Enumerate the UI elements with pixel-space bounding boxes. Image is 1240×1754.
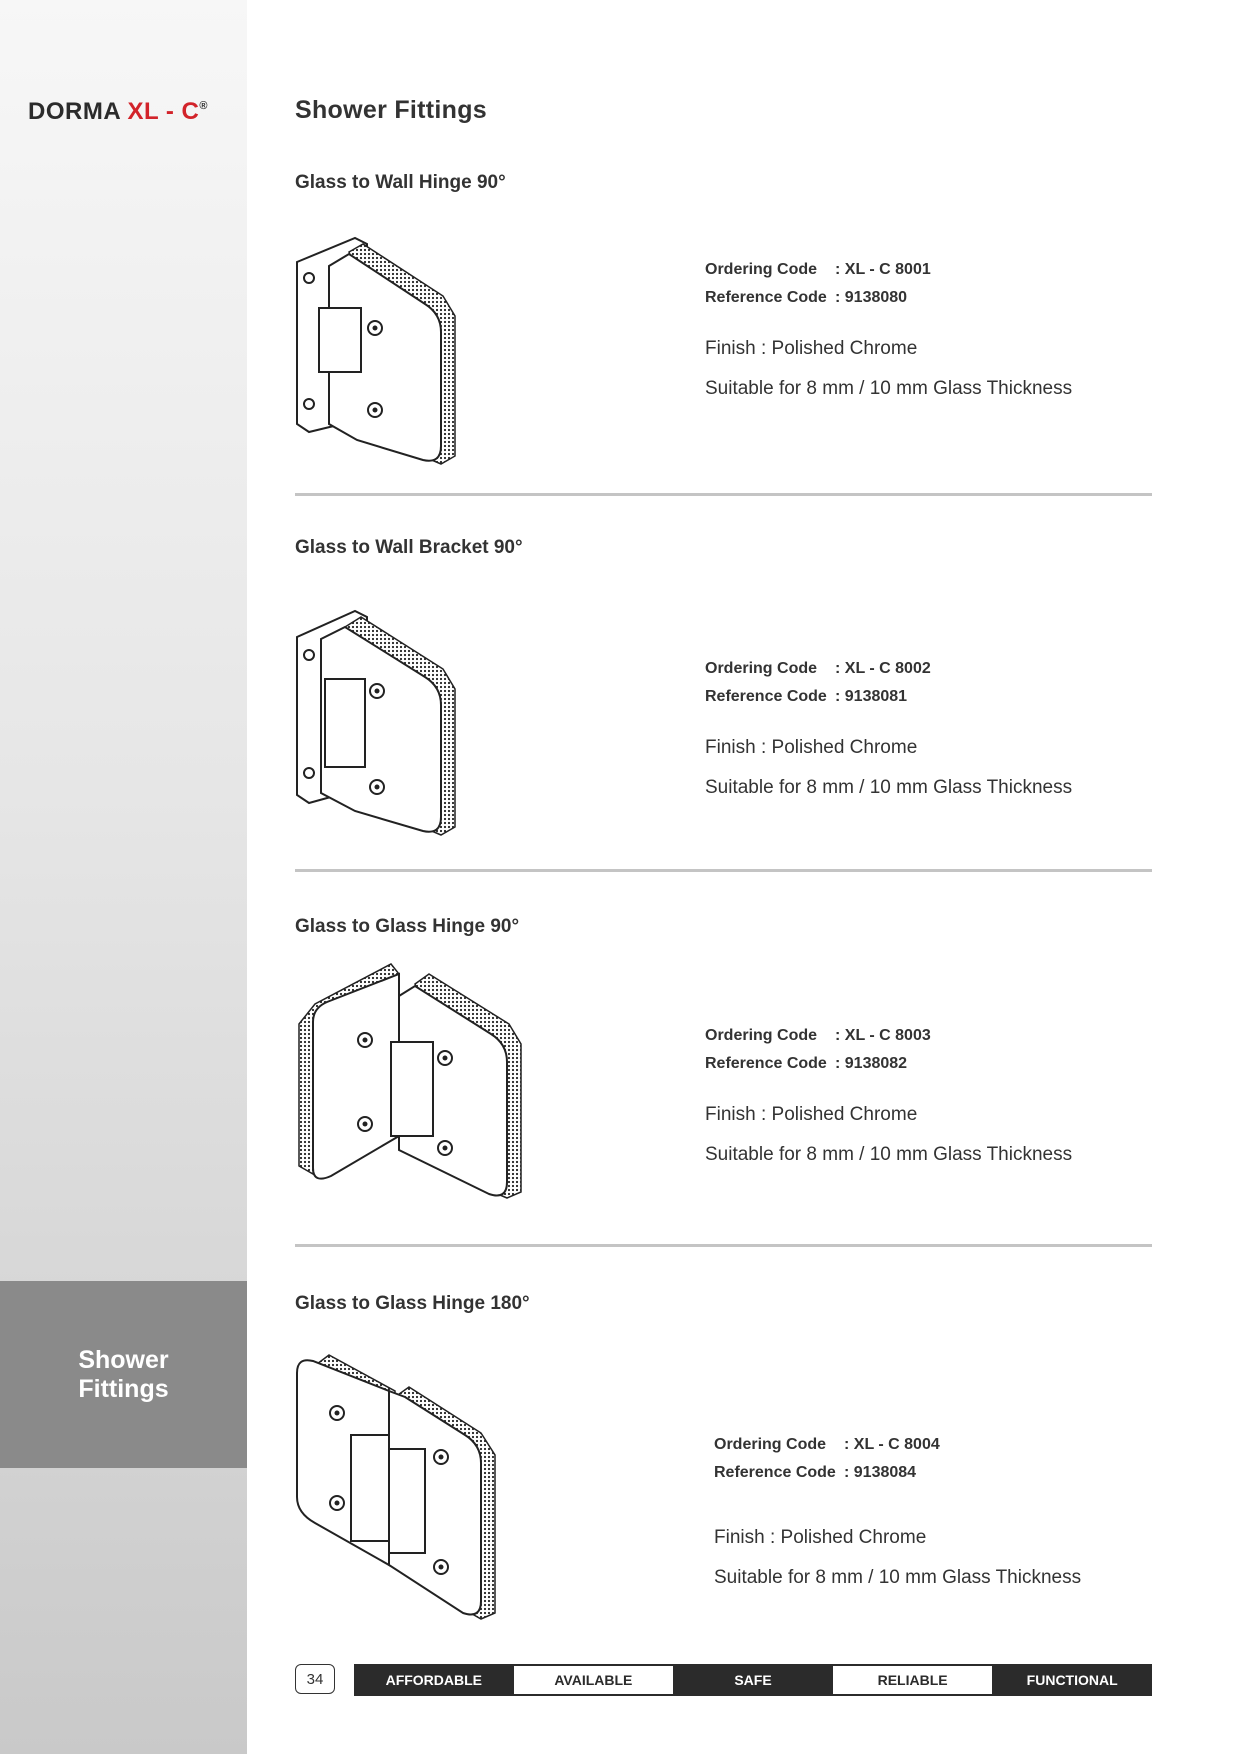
- tag-available: AVAILABLE: [514, 1664, 674, 1696]
- product-specs: [714, 1431, 1081, 1589]
- ordering-code-row: [714, 1431, 1081, 1459]
- reference-code-value: : 9138080: [835, 289, 908, 306]
- brand-dorma: DORMA: [28, 98, 121, 125]
- ordering-code-value: : XL - C 8001: [835, 261, 931, 278]
- section-divider: [295, 493, 1152, 496]
- suitable-text: Suitable for 8 mm / 10 mm Glass Thickness: [714, 1567, 1082, 1588]
- reference-code-label: Reference Code: [705, 1055, 827, 1072]
- tag-bar: [354, 1664, 1152, 1696]
- ordering-code-row: [705, 256, 1072, 284]
- ordering-code-value: : XL - C 8003: [835, 1027, 931, 1044]
- page-title: Shower Fittings: [295, 96, 487, 124]
- product-specs: [705, 256, 1072, 400]
- ordering-code-label: Ordering Code: [705, 1027, 818, 1044]
- suitable-text: Suitable for 8 mm / 10 mm Glass Thickness: [705, 777, 1073, 798]
- reference-code-row: [714, 1459, 1081, 1487]
- brand-logo: [28, 98, 208, 126]
- brand-registered: ®: [199, 100, 208, 112]
- product-specs: [705, 655, 1072, 799]
- ordering-code-value: : XL - C 8004: [844, 1436, 940, 1453]
- tag-safe: SAFE: [673, 1664, 833, 1696]
- suitable-text: Suitable for 8 mm / 10 mm Glass Thickness: [705, 378, 1073, 399]
- section-divider: [295, 869, 1152, 872]
- reference-code-label: Reference Code: [705, 289, 827, 306]
- finish-text: Finish : Polished Chrome: [705, 1104, 918, 1125]
- tag-reliable: RELIABLE: [833, 1664, 993, 1696]
- ordering-code-label: Ordering Code: [714, 1436, 827, 1453]
- finish-text: Finish : Polished Chrome: [714, 1527, 927, 1548]
- reference-code-value: : 9138081: [835, 688, 908, 705]
- ordering-code-value: : XL - C 8002: [835, 660, 931, 677]
- sidebar-tab-line1: Shower: [78, 1345, 169, 1374]
- sidebar-tab-line2: Fittings: [78, 1374, 169, 1403]
- finish-text: Finish : Polished Chrome: [705, 338, 918, 359]
- reference-code-row: [705, 1050, 1072, 1078]
- sidebar-section-tab[interactable]: [0, 1281, 247, 1468]
- brand-xlc: XL - C: [127, 98, 200, 125]
- sidebar: [0, 0, 247, 1754]
- product-title: Glass to Glass Hinge 180°: [295, 1293, 530, 1314]
- product-title: Glass to Wall Hinge 90°: [295, 172, 506, 193]
- reference-code-label: Reference Code: [705, 688, 827, 705]
- tag-functional: FUNCTIONAL: [992, 1664, 1152, 1696]
- reference-code-row: [705, 683, 1072, 711]
- product-item: [295, 537, 1152, 837]
- product-specs: [705, 1022, 1072, 1166]
- glass-to-glass-hinge-180-icon: [295, 1351, 505, 1621]
- product-item: [295, 916, 1152, 1216]
- ordering-code-row: [705, 1022, 1072, 1050]
- reference-code-row: [705, 284, 1072, 312]
- page-footer: [295, 1664, 1152, 1696]
- ordering-code-label: Ordering Code: [705, 660, 818, 677]
- page-number: 34: [295, 1664, 335, 1694]
- product-title: Glass to Wall Bracket 90°: [295, 537, 523, 558]
- reference-code-value: : 9138084: [844, 1464, 917, 1481]
- glass-to-glass-hinge-90-icon: [295, 960, 525, 1200]
- glass-to-wall-hinge-icon: [295, 232, 465, 472]
- reference-code-label: Reference Code: [714, 1464, 836, 1481]
- reference-code-value: : 9138082: [835, 1055, 908, 1072]
- tag-affordable: AFFORDABLE: [354, 1664, 514, 1696]
- finish-text: Finish : Polished Chrome: [705, 737, 918, 758]
- product-item: [295, 172, 1152, 472]
- product-item: [295, 1293, 1152, 1633]
- product-title: Glass to Glass Hinge 90°: [295, 916, 520, 937]
- suitable-text: Suitable for 8 mm / 10 mm Glass Thickness: [705, 1144, 1073, 1165]
- glass-to-wall-bracket-icon: [295, 605, 465, 840]
- ordering-code-row: [705, 655, 1072, 683]
- ordering-code-label: Ordering Code: [705, 261, 818, 278]
- section-divider: [295, 1244, 1152, 1247]
